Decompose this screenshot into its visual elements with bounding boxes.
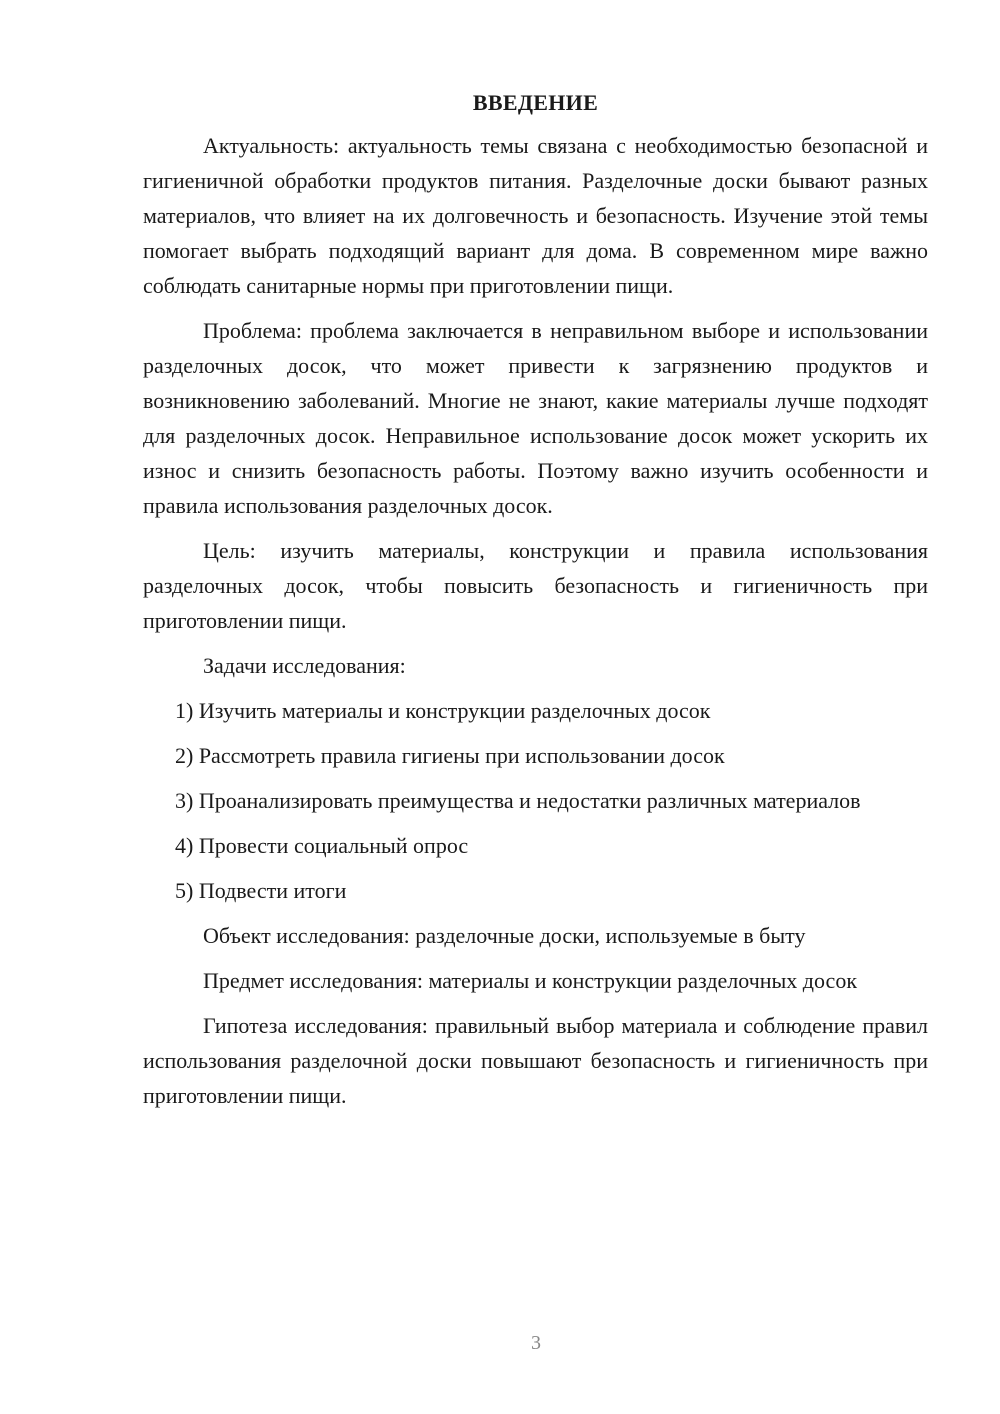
section-title: ВВЕДЕНИЕ xyxy=(472,90,599,115)
problem-paragraph: Проблема: проблема заключается в неправильном выборе и использовании разделочных досок, что может привести к загрязнению продуктов и возникновению заболеваний. Многие не знают, какие материалы лучше подходят для разделочных досок. Неправильное использование досок может ускорить их износ и снизить безопасность работы. Поэтому важно изучить особенности и правила использования разделочных досок. xyxy=(143,318,928,518)
page-number: 3 xyxy=(531,1332,541,1354)
task-item: 5) Подвести итоги xyxy=(175,878,347,903)
goal-paragraph: Цель: изучить материалы, конструкции и правила использования разделочных досок, чтобы повысить безопасность и гигиеничность при приготовлении пищи. xyxy=(143,538,928,633)
hypothesis-paragraph: Гипотеза исследования: правильный выбор материала и соблюдение правил использования разделочной доски повышают безопасность и гигиеничность при приготовлении пищи. xyxy=(143,1013,928,1108)
tasks-heading: Задачи исследования: xyxy=(203,653,406,678)
task-item: 2) Рассмотреть правила гигиены при использовании досок xyxy=(175,743,725,768)
relevance-paragraph: Актуальность: актуальность темы связана с необходимостью безопасной и гигиеничной обработки продуктов питания. Разделочные доски бывают разных материалов, что влияет на их долговечность и безопасность. Изучение этой темы помогает выбрать подходящий вариант для дома. В современном мире важно соблюдать санитарные нормы при приготовлении пищи. xyxy=(143,133,928,298)
subject-paragraph: Предмет исследования: материалы и конструкции разделочных досок xyxy=(203,968,858,993)
object-paragraph: Объект исследования: разделочные доски, используемые в быту xyxy=(203,923,806,948)
task-item: 4) Провести социальный опрос xyxy=(175,833,469,858)
task-item: 3) Проанализировать преимущества и недостатки различных материалов xyxy=(175,788,861,813)
document-page xyxy=(143,88,928,1123)
task-item: 1) Изучить материалы и конструкции разделочных досок xyxy=(175,698,711,723)
